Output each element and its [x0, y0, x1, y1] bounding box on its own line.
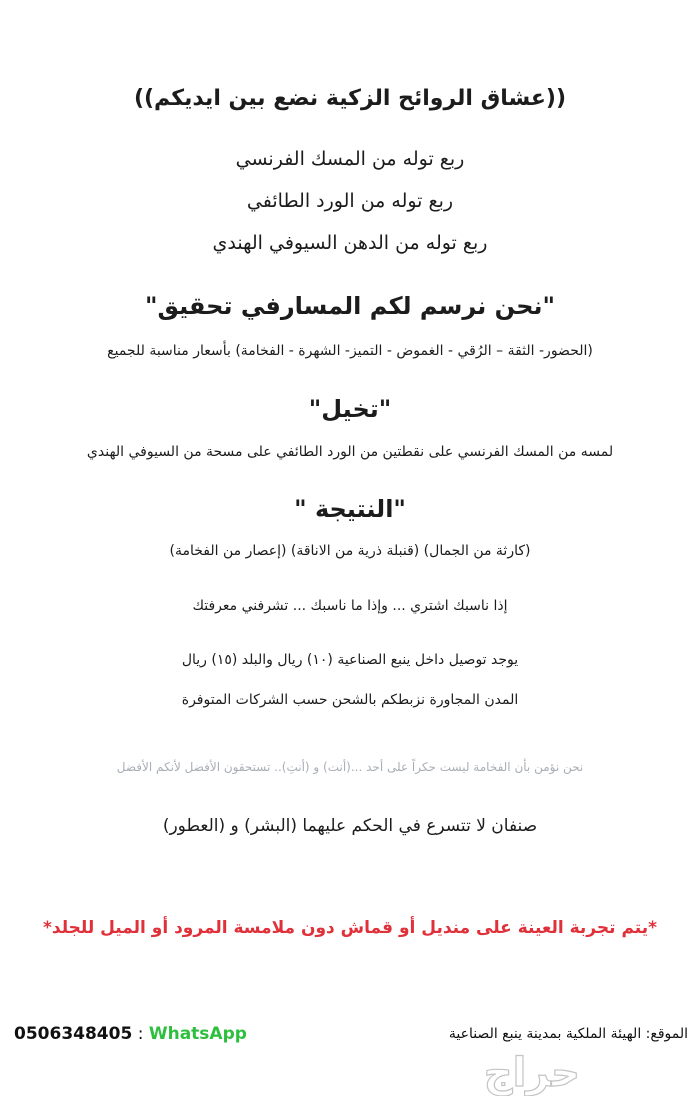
contact-footer — [0, 1020, 700, 1050]
whatsapp-separator: : — [132, 1024, 149, 1044]
flyer-heading: ((عشاق الروائح الزكية نضع بين ايديكم)) — [133, 86, 567, 111]
haraj-watermark: حراج — [483, 1050, 580, 1096]
path-heading: "نحن نرسم لكم المسارفي تحقيق" — [144, 292, 556, 320]
ingredient-rose: ربع توله من الورد الطائفي — [246, 190, 454, 212]
ingredient-oil: ربع توله من الدهن السيوفي الهندي — [212, 232, 488, 254]
belief-line: نحن نؤمن بأن الفخامة ليست حكراً على أحد ...(أنت) و (أنتِ).. تستحقون الأفضل لأنكم الأفضل — [116, 760, 584, 774]
whatsapp-label[interactable]: WhatsApp — [148, 1024, 247, 1044]
contact-phone-group — [14, 1024, 247, 1044]
shipping-line: المدن المجاورة نزبطكم بالشحن حسب الشركات المتوفرة — [181, 692, 519, 708]
delivery-line: يوجد توصيل داخل ينبع الصناعية (١٠) ريال والبلد (١٥) ريال — [181, 652, 519, 668]
location-text: الموقع: الهيئة الملكية بمدينة ينبع الصناعية — [448, 1026, 688, 1042]
types-line: صنفان لا تتسرع في الحكم عليهما (البشر) و (العطور) — [162, 816, 538, 836]
purchase-line: إذا ناسبك اشتري ... وإذا ما ناسبك ... تشرفني معرفتك — [192, 598, 508, 614]
sample-note: *يتم تجربة العينة على منديل أو قماش دون ملامسة المرود أو الميل للجلد* — [42, 918, 657, 938]
phone-number[interactable]: 0506348405 — [14, 1024, 133, 1044]
imagine-description: لمسه من المسك الفرنسي على نقطتين من الورد الطائفي على مسحة من السيوفي الهندي — [86, 444, 614, 460]
imagine-heading: "تخيل" — [308, 395, 392, 423]
ingredient-musk: ربع توله من المسك الفرنسي — [235, 148, 465, 170]
result-description: (كارثة من الجمال) (قنبلة ذرية من الاناقة) (إعصار من الفخامة) — [169, 543, 531, 559]
result-heading: "النتيجة " — [294, 495, 406, 523]
values-line: (الحضور- الثقة – الرُقي - الغموض - التميز- الشهرة - الفخامة) بأسعار مناسبة للجميع — [107, 343, 593, 359]
